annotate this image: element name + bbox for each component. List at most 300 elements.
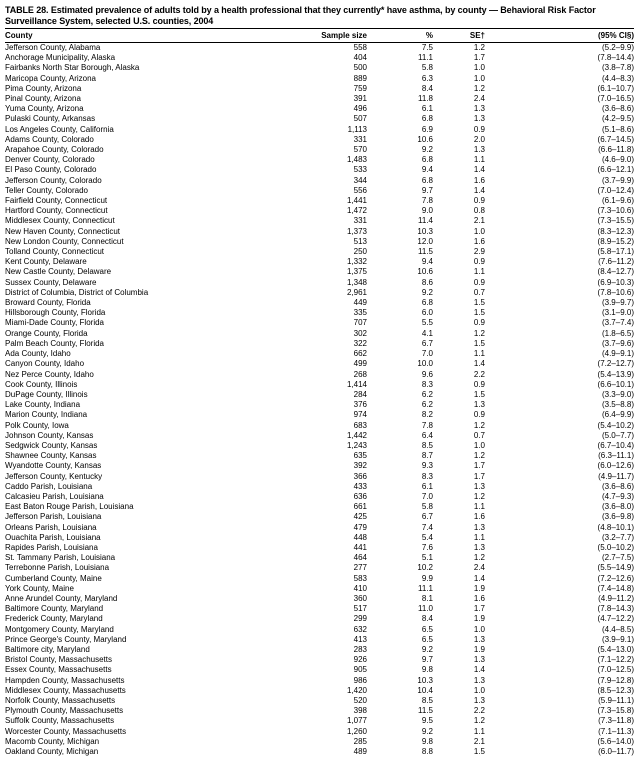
- county-cell: Bristol County, Massachusetts: [5, 655, 113, 665]
- ci-cell: (7.4–14.8): [597, 583, 634, 593]
- table-row: [5, 267, 634, 277]
- table-row: [5, 104, 634, 114]
- se-cell: 2.4: [473, 94, 485, 104]
- se-cell: 2.0: [473, 134, 485, 144]
- percent-cell: 6.8: [421, 298, 433, 308]
- county-cell: Middlesex County, Connecticut: [5, 216, 115, 226]
- percent-cell: 9.9: [421, 573, 433, 583]
- ci-cell: (8.9–15.2): [597, 236, 634, 246]
- table-row: [5, 472, 634, 482]
- se-cell: 0.9: [473, 124, 485, 134]
- county-cell: Anchorage Municipality, Alaska: [5, 53, 116, 63]
- county-cell: Calcasieu Parish, Louisiana: [5, 491, 104, 501]
- sample-size-cell: 322: [353, 338, 367, 348]
- se-cell: 2.2: [473, 706, 485, 716]
- sample-size-cell: 413: [353, 634, 367, 644]
- county-cell: Maricopa County, Arizona: [5, 73, 97, 83]
- ci-cell: (5.8–17.1): [597, 247, 634, 257]
- ci-cell: (5.9–11.1): [598, 696, 634, 705]
- se-cell: 1.6: [473, 175, 485, 185]
- ci-cell: (8.5–12.3): [597, 685, 634, 695]
- percent-cell: 10.0: [417, 359, 433, 369]
- sample-size-cell: 331: [353, 134, 367, 144]
- percent-cell: 4.1: [421, 328, 433, 338]
- se-cell: 1.7: [473, 461, 485, 471]
- se-cell: 2.1: [473, 216, 485, 226]
- sample-size-cell: 360: [353, 593, 367, 603]
- se-cell: 1.3: [473, 104, 485, 114]
- percent-cell: 8.4: [421, 83, 433, 93]
- table-row: [5, 390, 634, 400]
- percent-cell: 11.5: [418, 247, 433, 257]
- se-cell: 1.4: [473, 665, 485, 675]
- county-cell: Ada County, Idaho: [5, 349, 71, 359]
- table-row: [5, 114, 634, 124]
- percent-cell: 10.6: [417, 267, 433, 277]
- sample-size-cell: 404: [353, 53, 367, 63]
- ci-cell: (4.8–10.1): [597, 522, 634, 532]
- ci-cell: (4.4–8.3): [601, 73, 634, 83]
- ci-cell: (7.2–12.7): [597, 359, 634, 369]
- county-cell: Sedgwick County, Kansas: [5, 440, 98, 450]
- ci-cell: (7.8–10.6): [597, 287, 634, 297]
- sample-size-cell: 500: [353, 63, 367, 73]
- percent-cell: 9.8: [421, 665, 433, 675]
- ci-cell: (3.7–9.9): [601, 175, 634, 185]
- percent-cell: 8.3: [421, 471, 433, 481]
- percent-cell: 11.0: [418, 604, 433, 614]
- se-cell: 0.8: [473, 206, 485, 216]
- county-cell: Jefferson Parish, Louisiana: [5, 512, 102, 522]
- se-cell: 1.3: [473, 675, 485, 685]
- sample-size-cell: 1,420: [346, 685, 367, 695]
- table-row: [5, 298, 634, 308]
- table-row: [5, 533, 634, 543]
- percent-cell: 6.1: [421, 481, 433, 491]
- table-row: [5, 206, 634, 216]
- county-cell: Hartford County, Connecticut: [5, 206, 108, 216]
- percent-cell: 9.4: [421, 165, 433, 175]
- table-row: [5, 563, 634, 573]
- table-row: [5, 359, 634, 369]
- sample-size-cell: 433: [353, 481, 367, 491]
- se-cell: 1.0: [473, 73, 485, 83]
- county-cell: Pima County, Arizona: [5, 83, 82, 93]
- se-cell: 1.5: [473, 338, 485, 348]
- county-cell: East Baton Rouge Parish, Louisiana: [5, 502, 134, 512]
- se-cell: 1.1: [473, 267, 485, 277]
- ci-cell: (7.9–12.8): [597, 675, 634, 685]
- se-cell: 1.0: [473, 63, 485, 73]
- percent-cell: 7.4: [421, 522, 433, 532]
- percent-cell: 6.2: [421, 400, 433, 410]
- sample-size-cell: 268: [353, 369, 367, 379]
- ci-cell: (8.4–12.7): [597, 267, 634, 277]
- ci-cell: (7.3–11.8): [598, 716, 634, 726]
- percent-cell: 9.5: [421, 716, 433, 726]
- table-row: [5, 380, 634, 390]
- sample-size-cell: 331: [353, 216, 367, 226]
- table-row: [5, 216, 634, 226]
- sample-size-cell: 583: [353, 573, 367, 583]
- se-cell: 1.3: [473, 634, 485, 644]
- sample-size-cell: 425: [353, 512, 367, 522]
- ci-cell: (7.0–16.5): [597, 94, 634, 104]
- sample-size-cell: 392: [353, 461, 367, 471]
- se-cell: 1.5: [473, 298, 485, 308]
- sample-size-cell: 277: [353, 563, 367, 573]
- percent-cell: 7.5: [421, 43, 433, 52]
- sample-size-cell: 449: [353, 298, 367, 308]
- sample-size-cell: 520: [353, 696, 367, 705]
- table-row: [5, 441, 634, 451]
- sample-size-cell: 1,373: [346, 226, 367, 236]
- sample-size-cell: 683: [353, 420, 367, 430]
- ci-cell: (3.1–9.0): [601, 308, 634, 318]
- table-row: [5, 594, 634, 604]
- ci-cell: (3.7–7.4): [601, 318, 634, 328]
- se-cell: 1.7: [473, 471, 485, 481]
- table-row: [5, 574, 634, 584]
- percent-cell: 5.4: [421, 532, 433, 542]
- ci-cell: (3.9–9.1): [601, 634, 634, 644]
- county-cell: Terrebonne Parish, Louisiana: [5, 563, 110, 573]
- se-cell: 1.2: [473, 420, 485, 430]
- header-row: [5, 29, 634, 43]
- ci-cell: (6.4–9.9): [601, 410, 634, 420]
- table-row: [5, 247, 634, 257]
- table-row: [5, 716, 634, 726]
- county-cell: Jefferson County, Alabama: [5, 43, 101, 52]
- ci-cell: (4.7–12.2): [597, 614, 634, 624]
- ci-cell: (7.2–12.6): [597, 573, 634, 583]
- ci-cell: (6.1–10.7): [597, 83, 634, 93]
- se-cell: 1.4: [473, 165, 485, 175]
- table-row: [5, 553, 634, 563]
- table-row: [5, 370, 634, 380]
- ci-cell: (5.1–8.6): [601, 124, 634, 134]
- ci-cell: (4.9–11.7): [598, 471, 634, 481]
- sample-size-cell: 556: [353, 185, 367, 195]
- percent-cell: 9.7: [421, 655, 433, 665]
- sample-size-cell: 533: [353, 165, 367, 175]
- county-cell: Yuma County, Arizona: [5, 104, 84, 114]
- sample-size-cell: 441: [353, 542, 367, 552]
- table-row: [5, 165, 634, 175]
- col-header-county: County: [5, 29, 287, 43]
- sample-size-cell: 335: [353, 308, 367, 318]
- se-cell: 1.6: [473, 236, 485, 246]
- se-cell: 2.1: [473, 736, 485, 746]
- percent-cell: 9.0: [421, 206, 433, 216]
- table-row: [5, 196, 634, 206]
- county-cell: Denver County, Colorado: [5, 155, 95, 165]
- se-cell: 1.3: [473, 145, 485, 155]
- percent-cell: 9.2: [421, 644, 433, 654]
- county-cell: Teller County, Colorado: [5, 185, 89, 195]
- sample-size-cell: 513: [353, 236, 367, 246]
- percent-cell: 5.8: [421, 502, 433, 512]
- percent-cell: 7.8: [421, 420, 433, 430]
- ci-cell: (3.7–9.6): [601, 338, 634, 348]
- ci-cell: (6.3–11.1): [598, 451, 634, 461]
- table-row: [5, 155, 634, 165]
- ci-cell: (5.0–7.7): [601, 430, 634, 440]
- se-cell: 2.2: [473, 369, 485, 379]
- sample-size-cell: 1,414: [346, 379, 367, 389]
- ci-cell: (7.1–12.2): [597, 655, 634, 665]
- table-row: [5, 502, 634, 512]
- ci-cell: (7.6–11.2): [598, 257, 634, 267]
- ci-cell: (3.9–9.7): [601, 298, 634, 308]
- county-cell: Marion County, Indiana: [5, 410, 88, 420]
- ci-cell: (4.6–9.0): [601, 155, 634, 165]
- table-row: [5, 696, 634, 706]
- se-cell: 1.5: [473, 389, 485, 399]
- ci-cell: (1.8–6.5): [601, 328, 634, 338]
- col-header-sample-size: Sample size: [287, 29, 367, 43]
- table-row: [5, 431, 634, 441]
- percent-cell: 10.3: [417, 675, 433, 685]
- se-cell: 1.7: [473, 604, 485, 614]
- sample-size-cell: 2,961: [346, 287, 367, 297]
- se-cell: 0.7: [473, 430, 485, 440]
- county-cell: Lake County, Indiana: [5, 400, 81, 410]
- sample-size-cell: 464: [353, 553, 367, 563]
- ci-cell: (6.0–11.7): [598, 747, 634, 757]
- col-header-percent: %: [367, 29, 433, 43]
- se-cell: 1.0: [473, 440, 485, 450]
- ci-cell: (6.9–10.3): [597, 277, 634, 287]
- table-row: [5, 635, 634, 645]
- county-cell: Broward County, Florida: [5, 298, 91, 308]
- county-cell: Ouachita Parish, Louisiana: [5, 532, 101, 542]
- sample-size-cell: 986: [353, 675, 367, 685]
- se-cell: 1.3: [473, 655, 485, 665]
- table-row: [5, 645, 634, 655]
- percent-cell: 8.8: [421, 747, 433, 757]
- county-cell: Polk County, Iowa: [5, 420, 69, 430]
- table-row: [5, 614, 634, 624]
- table-body: [5, 43, 634, 758]
- ci-cell: (7.0–12.5): [597, 665, 634, 675]
- table-row: [5, 400, 634, 410]
- ci-cell: (3.5–8.8): [601, 400, 634, 410]
- ci-cell: (4.9–11.2): [598, 593, 634, 603]
- percent-cell: 11.5: [418, 706, 433, 716]
- county-cell: Rapides Parish, Louisiana: [5, 542, 98, 552]
- percent-cell: 8.4: [421, 614, 433, 624]
- sample-size-cell: 889: [353, 73, 367, 83]
- county-cell: St. Tammany Parish, Louisiana: [5, 553, 116, 563]
- county-cell: Kent County, Delaware: [5, 257, 87, 267]
- se-cell: 1.5: [473, 747, 485, 757]
- county-cell: Middlesex County, Massachusetts: [5, 685, 126, 695]
- table-row: [5, 237, 634, 247]
- ci-cell: (6.6–12.1): [597, 165, 634, 175]
- county-cell: Sussex County, Delaware: [5, 277, 97, 287]
- percent-cell: 12.0: [417, 236, 433, 246]
- county-cell: Pulaski County, Arkansas: [5, 114, 96, 124]
- percent-cell: 9.7: [421, 185, 433, 195]
- ci-cell: (6.7–14.5): [597, 134, 634, 144]
- county-cell: Prince George's County, Maryland: [5, 634, 127, 644]
- ci-cell: (3.3–9.0): [601, 389, 634, 399]
- sample-size-cell: 1,077: [346, 716, 367, 726]
- percent-cell: 5.5: [421, 318, 433, 328]
- ci-cell: (5.2–9.9): [601, 43, 634, 52]
- sample-size-cell: 759: [353, 83, 367, 93]
- percent-cell: 10.3: [417, 226, 433, 236]
- table-row: [5, 451, 634, 461]
- se-cell: 1.4: [473, 359, 485, 369]
- county-cell: District of Columbia, District of Columbia: [5, 287, 149, 297]
- se-cell: 0.9: [473, 257, 485, 267]
- table-row: [5, 655, 634, 665]
- county-cell: Oakland County, Michigan: [5, 747, 99, 757]
- county-cell: Palm Beach County, Florida: [5, 338, 105, 348]
- sample-size-cell: 974: [353, 410, 367, 420]
- county-cell: Arapahoe County, Colorado: [5, 145, 104, 155]
- county-cell: Norfolk County, Massachusetts: [5, 696, 116, 705]
- se-cell: 1.9: [473, 583, 485, 593]
- se-cell: 1.5: [473, 308, 485, 318]
- sample-size-cell: 1,483: [346, 155, 367, 165]
- percent-cell: 5.8: [421, 63, 433, 73]
- table-title: TABLE 28. Estimated prevalence of adults told by a health professional that they currently* have asthma, by county — Behavioral Risk Factor Surveillance System, selected U.S. counties, 2004: [5, 5, 596, 26]
- col-header-se: SE†: [433, 29, 485, 43]
- sample-size-cell: 299: [353, 614, 367, 624]
- percent-cell: 7.0: [421, 491, 433, 501]
- table-row: [5, 512, 634, 522]
- county-cell: El Paso County, Colorado: [5, 165, 97, 175]
- table-row: [5, 686, 634, 696]
- sample-size-cell: 507: [353, 114, 367, 124]
- sample-size-cell: 1,332: [346, 257, 367, 267]
- county-cell: New Haven County, Connecticut: [5, 226, 121, 236]
- se-cell: 0.9: [473, 379, 485, 389]
- table-row: [5, 176, 634, 186]
- ci-cell: (3.6–8.6): [601, 104, 634, 114]
- county-cell: Canyon County, Idaho: [5, 359, 85, 369]
- se-cell: 1.4: [473, 573, 485, 583]
- se-cell: 1.1: [473, 502, 485, 512]
- table-row: [5, 94, 634, 104]
- se-cell: 1.2: [473, 328, 485, 338]
- sample-size-cell: 376: [353, 400, 367, 410]
- ci-cell: (3.2–7.7): [601, 532, 634, 542]
- table-row: [5, 43, 634, 54]
- county-cell: Miami-Dade County, Florida: [5, 318, 104, 328]
- county-cell: Orleans Parish, Louisiana: [5, 522, 97, 532]
- sample-size-cell: 344: [353, 175, 367, 185]
- table-row: [5, 63, 634, 73]
- ci-cell: (6.1–9.6): [601, 196, 634, 206]
- ci-cell: (4.9–9.1): [601, 349, 634, 359]
- sample-size-cell: 1,348: [346, 277, 367, 287]
- county-cell: Hillsborough County, Florida: [5, 308, 106, 318]
- ci-cell: (5.5–14.9): [597, 563, 634, 573]
- percent-cell: 8.7: [421, 451, 433, 461]
- ci-cell: (4.4–8.5): [601, 624, 634, 634]
- percent-cell: 6.7: [421, 338, 433, 348]
- table-header: [5, 29, 634, 43]
- ci-cell: (7.8–14.4): [597, 53, 634, 63]
- table-row: [5, 410, 634, 420]
- percent-cell: 8.5: [421, 440, 433, 450]
- percent-cell: 8.6: [421, 277, 433, 287]
- table-row: [5, 145, 634, 155]
- ci-cell: (3.6–8.6): [601, 481, 634, 491]
- ci-cell: (7.3–15.8): [597, 706, 634, 716]
- county-cell: Adams County, Colorado: [5, 134, 94, 144]
- percent-cell: 6.3: [421, 73, 433, 83]
- ci-cell: (6.0–12.6): [597, 461, 634, 471]
- table-row: [5, 318, 634, 328]
- county-cell: Cook County, Illinois: [5, 379, 78, 389]
- percent-cell: 6.2: [421, 389, 433, 399]
- percent-cell: 9.8: [421, 736, 433, 746]
- se-cell: 1.2: [473, 553, 485, 563]
- percent-cell: 6.7: [421, 512, 433, 522]
- percent-cell: 5.1: [421, 553, 433, 563]
- county-cell: Suffolk County, Massachusetts: [5, 716, 115, 726]
- percent-cell: 10.6: [417, 134, 433, 144]
- percent-cell: 6.0: [421, 308, 433, 318]
- table-row: [5, 186, 634, 196]
- table-row: [5, 604, 634, 614]
- se-cell: 0.9: [473, 410, 485, 420]
- table-row: [5, 523, 634, 533]
- percent-cell: 8.1: [421, 593, 433, 603]
- sample-size-cell: 707: [353, 318, 367, 328]
- se-cell: 0.9: [473, 196, 485, 206]
- county-cell: Caddo Parish, Louisiana: [5, 481, 93, 491]
- county-cell: Worcester County, Massachusetts: [5, 726, 127, 736]
- table-row: [5, 257, 634, 267]
- table-row: [5, 329, 634, 339]
- table-row: [5, 349, 634, 359]
- county-cell: Plymouth County, Massachusetts: [5, 706, 124, 716]
- se-cell: 1.2: [473, 451, 485, 461]
- county-cell: Shawnee County, Kansas: [5, 451, 97, 461]
- sample-size-cell: 905: [353, 665, 367, 675]
- se-cell: 1.2: [473, 491, 485, 501]
- sample-size-cell: 1,260: [346, 726, 367, 736]
- percent-cell: 9.2: [421, 726, 433, 736]
- sample-size-cell: 1,442: [346, 430, 367, 440]
- percent-cell: 9.2: [421, 287, 433, 297]
- county-cell: Orange County, Florida: [5, 328, 88, 338]
- percent-cell: 9.3: [421, 461, 433, 471]
- se-cell: 1.0: [473, 226, 485, 236]
- county-cell: Fairfield County, Connecticut: [5, 196, 108, 206]
- sample-size-cell: 391: [353, 94, 367, 104]
- sample-size-cell: 285: [353, 736, 367, 746]
- county-cell: York County, Maine: [5, 583, 74, 593]
- percent-cell: 10.4: [417, 685, 433, 695]
- table-row: [5, 288, 634, 298]
- percent-cell: 11.1: [418, 53, 433, 63]
- county-cell: Anne Arundel County, Maryland: [5, 593, 118, 603]
- ci-cell: (7.8–14.3): [597, 604, 634, 614]
- table-row: [5, 676, 634, 686]
- percent-cell: 8.5: [421, 696, 433, 705]
- percent-cell: 7.6: [421, 542, 433, 552]
- se-cell: 1.3: [473, 400, 485, 410]
- ci-cell: (4.2–9.5): [601, 114, 634, 124]
- county-cell: New London County, Connecticut: [5, 236, 124, 246]
